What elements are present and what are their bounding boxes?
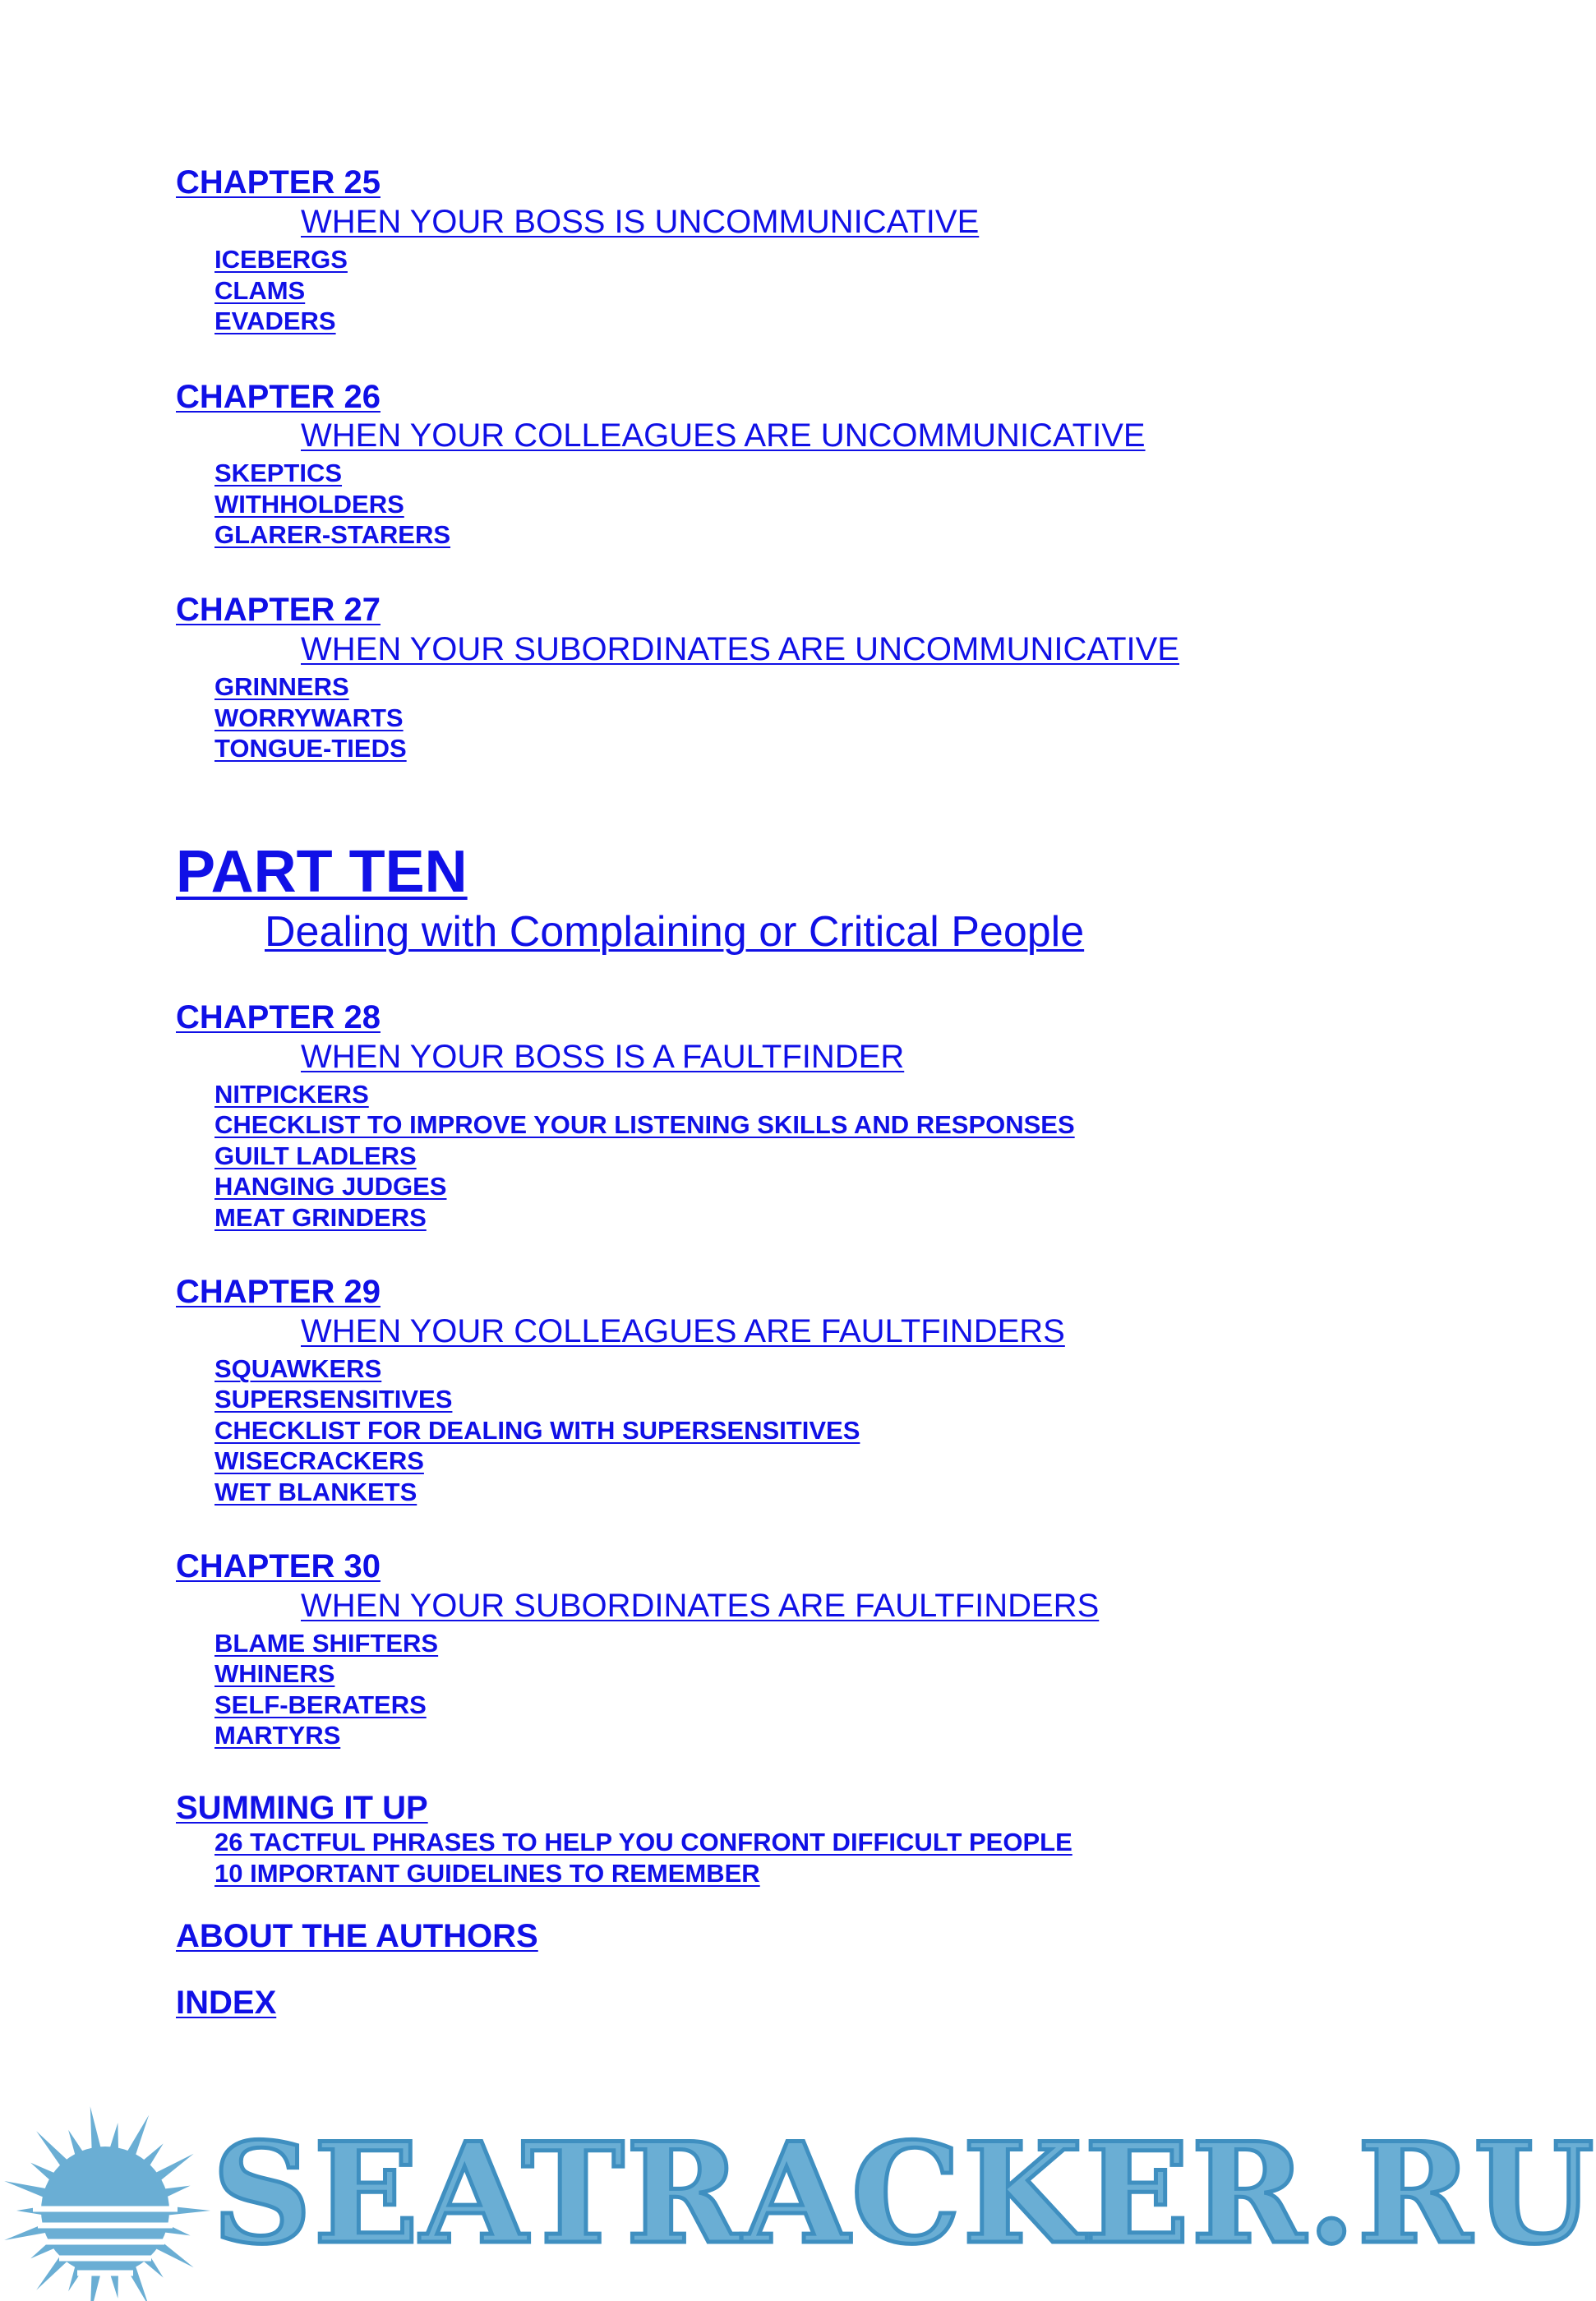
chapter-27-title-link[interactable]: WHEN YOUR SUBORDINATES ARE UNCOMMUNICATIVE	[301, 631, 1179, 667]
chapter-28-title-link[interactable]: WHEN YOUR BOSS IS A FAULTFINDER	[301, 1039, 905, 1075]
summing-it-up-link[interactable]: SUMMING IT UP	[176, 1790, 428, 1826]
toc-item-clams[interactable]: CLAMS	[214, 276, 306, 305]
toc-item-wisecrackers[interactable]: WISECRACKERS	[214, 1446, 424, 1475]
toc-item-evaders[interactable]: EVADERS	[214, 307, 336, 335]
about-the-authors-link[interactable]: ABOUT THE AUTHORS	[176, 1918, 538, 1954]
toc-item-important-guidelines[interactable]: 10 IMPORTANT GUIDELINES TO REMEMBER	[214, 1859, 760, 1888]
toc-item-wet-blankets[interactable]: WET BLANKETS	[214, 1478, 417, 1506]
toc-item-icebergs[interactable]: ICEBERGS	[214, 245, 348, 274]
chapter-28-link[interactable]: CHAPTER 28	[176, 999, 381, 1035]
toc-item-supersensitives-checklist[interactable]: CHECKLIST FOR DEALING WITH SUPERSENSITIVES	[214, 1416, 860, 1445]
toc-item-guilt-ladlers[interactable]: GUILT LADLERS	[214, 1141, 417, 1170]
sun-icon	[4, 2106, 210, 2301]
toc-item-squawkers[interactable]: SQUAWKERS	[214, 1354, 382, 1383]
toc-item-whiners[interactable]: WHINERS	[214, 1659, 335, 1688]
toc-item-self-beraters[interactable]: SELF-BERATERS	[214, 1690, 427, 1719]
chapter-30-title-link[interactable]: WHEN YOUR SUBORDINATES ARE FAULTFINDERS	[301, 1588, 1100, 1624]
index-link[interactable]: INDEX	[176, 1985, 277, 2021]
chapter-30-link[interactable]: CHAPTER 30	[176, 1548, 381, 1584]
chapter-29-title-link[interactable]: WHEN YOUR COLLEAGUES ARE FAULTFINDERS	[301, 1313, 1065, 1349]
chapter-29-link[interactable]: CHAPTER 29	[176, 1274, 381, 1310]
chapter-25-title-link[interactable]: WHEN YOUR BOSS IS UNCOMMUNICATIVE	[301, 204, 980, 240]
chapter-26-link[interactable]: CHAPTER 26	[176, 379, 381, 415]
toc-item-glarer-starers[interactable]: GLARER-STARERS	[214, 520, 451, 549]
toc-item-meat-grinders[interactable]: MEAT GRINDERS	[214, 1203, 427, 1232]
toc-item-withholders[interactable]: WITHHOLDERS	[214, 490, 404, 519]
toc-item-tactful-phrases[interactable]: 26 TACTFUL PHRASES TO HELP YOU CONFRONT DIFFICULT PEOPLE	[214, 1828, 1072, 1856]
toc-item-supersensitives[interactable]: SUPERSENSITIVES	[214, 1385, 453, 1413]
toc-item-worrywarts[interactable]: WORRYWARTS	[214, 703, 404, 732]
chapter-26-title-link[interactable]: WHEN YOUR COLLEAGUES ARE UNCOMMUNICATIVE	[301, 417, 1146, 454]
toc-item-nitpickers[interactable]: NITPICKERS	[214, 1080, 369, 1109]
toc-item-tongue-tieds[interactable]: TONGUE-TIEDS	[214, 734, 407, 763]
watermark-text: SEATRACKER.RU	[212, 2112, 1596, 2275]
toc-item-grinners[interactable]: GRINNERS	[214, 672, 349, 701]
toc-item-skeptics[interactable]: SKEPTICS	[214, 459, 343, 487]
toc-item-martyrs[interactable]: MARTYRS	[214, 1721, 341, 1750]
chapter-25-link[interactable]: CHAPTER 25	[176, 164, 381, 201]
toc-item-listening-checklist[interactable]: CHECKLIST TO IMPROVE YOUR LISTENING SKILLS AND RESPONSES	[214, 1110, 1075, 1139]
part-ten-link[interactable]: PART TEN	[176, 839, 468, 905]
toc-item-hanging-judges[interactable]: HANGING JUDGES	[214, 1172, 447, 1201]
chapter-27-link[interactable]: CHAPTER 27	[176, 592, 381, 628]
part-ten-title-link[interactable]: Dealing with Complaining or Critical People	[265, 908, 1085, 956]
toc-item-blame-shifters[interactable]: BLAME SHIFTERS	[214, 1629, 439, 1658]
